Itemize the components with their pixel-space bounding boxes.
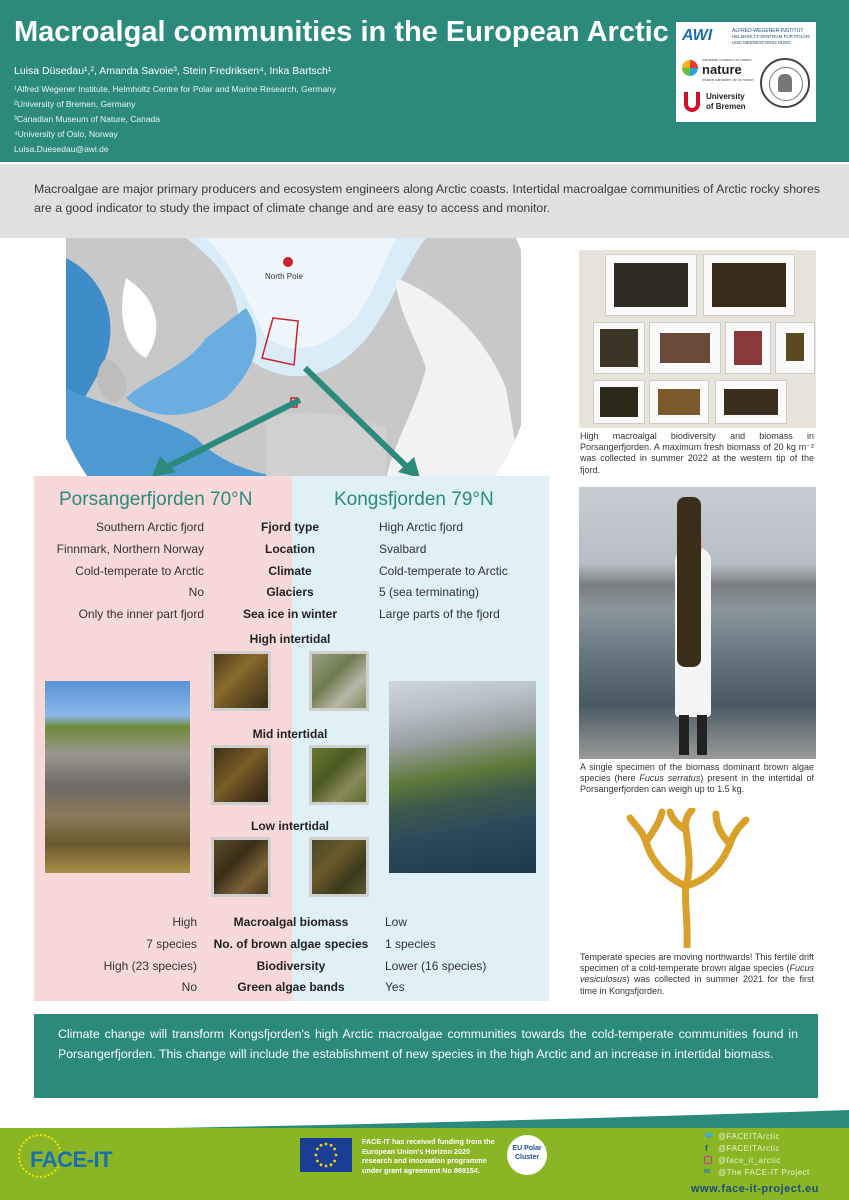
row-climate-right: Cold-temperate to Arctic [379,564,508,578]
fucus-vesiculosus-specimen-photo [622,808,752,948]
footer-wave [0,1110,849,1130]
zone-low-intertidal: Low intertidal [251,819,329,833]
affiliation-2: ²University of Bremen, Germany [14,99,136,109]
poster-title: Macroalgal communities in the European Arctic [14,16,669,48]
facebook-handle[interactable]: @FACEITArctic [718,1144,781,1153]
row-location-label: Location [265,542,315,556]
north-pole-label: North Pole [265,272,303,281]
porsangerfjorden-shore-photo [45,681,190,873]
quadrat-photo [211,837,271,897]
row-biodiversity-right: Lower (16 species) [385,959,487,973]
row-biodiversity-left: High (23 species) [103,959,197,973]
affiliation-4: ⁴University of Oslo, Norway [14,129,118,139]
row-biodiversity-label: Biodiversity [256,959,326,973]
authors: Luisa Düsedau¹,², Amanda Savoie³, Stein Fredriksen⁴, Inka Bartsch¹ [14,65,332,77]
row-brown-algae-left: 7 species [146,937,197,951]
row-climate-label: Climate [268,564,312,578]
uni-bremen-logo-icon [682,90,702,114]
intro-text: Macroalgae are major primary producers and ecosystem engineers along Arctic coasts. Intertidal macroalgae communities of Arctic rocky shores are a good indicator to study the impact of climate change and are easy to access and monitor. [34,182,820,215]
linkedin-handle[interactable]: @The FACE-IT Project [718,1168,810,1177]
row-biomass-left: High [172,915,197,929]
kongsfjorden-title: Kongsfjorden 79°N [334,489,494,510]
row-fjord-type-label: Fjord type [260,520,319,534]
map-arrows [140,360,440,485]
contact-email[interactable]: Luisa.Duesedau@awi.de [14,144,109,154]
twitter-handle[interactable]: @FACEITArctic [718,1132,781,1141]
instagram-handle[interactable]: @face_it_arctic [718,1156,781,1165]
eu-polar-cluster-logo: EU Polar Cluster [507,1135,547,1175]
linkedin-icon: in [704,1168,711,1175]
row-fjord-type-left: Southern Arctic fjord [95,520,204,534]
affiliation-3: ³Canadian Museum of Nature, Canada [14,114,160,124]
twitter-icon: 🐦 [704,1131,714,1140]
face-it-logo: FACE-IT [30,1147,113,1172]
caption-biomass: High macroalgal biodiversity and biomass in Porsangerfjorden. A maximum fresh biomass of 20 kg m⁻² was collected in summer 2022 at the western tip of the fjord. [580,431,814,475]
quadrat-photo [211,651,271,711]
kongsfjorden-shore-photo [389,681,536,873]
zone-mid-intertidal: Mid intertidal [252,727,328,741]
quadrat-photo [309,651,369,711]
quadrat-photo [309,837,369,897]
biomass-samples-photo [579,250,816,428]
row-brown-algae-right: 1 species [385,937,436,951]
row-location-left: Finnmark, Northern Norway [56,542,204,556]
row-glaciers-right: 5 (sea terminating) [379,585,480,599]
row-biomass-label: Macroalgal biomass [233,915,349,929]
funding-statement: FACE-IT has received funding from the European Union's Horizon 2020 research and innovation programme under grant agreement No 869154. [362,1137,495,1175]
researcher-with-algae-photo [579,487,816,759]
conclusion-text: Climate change will transform Kongsfjorden's high Arctic macroalgae communities towards the cold-temperate communities found in Porsangerfjorden. This change will include the establishment of new species in the high Arctic and an increase in intertidal biomass. [58,1027,798,1061]
row-sea-ice-label: Sea ice in winter [242,607,338,621]
awi-logo: AWI [682,27,713,44]
website-link[interactable]: www.face-it-project.eu [691,1183,819,1195]
row-sea-ice-right: Large parts of the fjord [379,607,500,621]
eu-flag-icon [300,1138,352,1172]
row-brown-algae-label: No. of brown algae species [213,937,369,951]
instagram-icon [704,1156,712,1164]
porsangerfjorden-title: Porsangerfjorden 70°N [59,489,253,510]
row-location-right: Svalbard [379,542,427,556]
row-glaciers-label: Glaciers [266,585,314,599]
row-green-algae-right: Yes [385,980,405,994]
row-green-algae-label: Green algae bands [237,980,345,994]
nature-logo: nature [702,62,742,77]
row-sea-ice-left: Only the inner part fjord [78,607,204,621]
quadrat-photo [309,745,369,805]
caption-fucus-serratus: A single specimen of the biomass dominant brown algae species (here Fucus serratus) present in the intertidal of Porsangerfjorden can weigh up to 1.5 kg. [580,762,814,795]
caption-fucus-vesiculosus: Temperate species are moving northwards! This fertile drift specimen of a cold-temperate brown algae species (Fucus vesiculosus) was collected in summer 2021 for the first time in Kongsfjorden. [580,952,814,996]
row-fjord-type-right: High Arctic fjord [379,520,464,534]
uni-oslo-seal [760,58,810,108]
quadrat-photo [211,745,271,805]
facebook-icon: f [705,1144,708,1153]
partner-logos: AWI ALFRED-WEGENER-INSTITUT HELMHOLTZ-ZENTRUM FÜR POLAR- UND MEERESFORSCHUNG canadian museum of nature nature musée canadien de la nature University of Bremen [676,22,816,122]
affiliation-1: ¹Alfred Wegener Institute, Helmholtz Centre for Polar and Marine Research, Germany [14,84,337,94]
row-green-algae-left: No [181,980,197,994]
nature-logo-icon [682,60,698,76]
row-climate-left: Cold-temperate to Arctic [75,564,204,578]
row-biomass-right: Low [385,915,408,929]
row-glaciers-left: No [188,585,204,599]
zone-high-intertidal: High intertidal [249,632,331,646]
